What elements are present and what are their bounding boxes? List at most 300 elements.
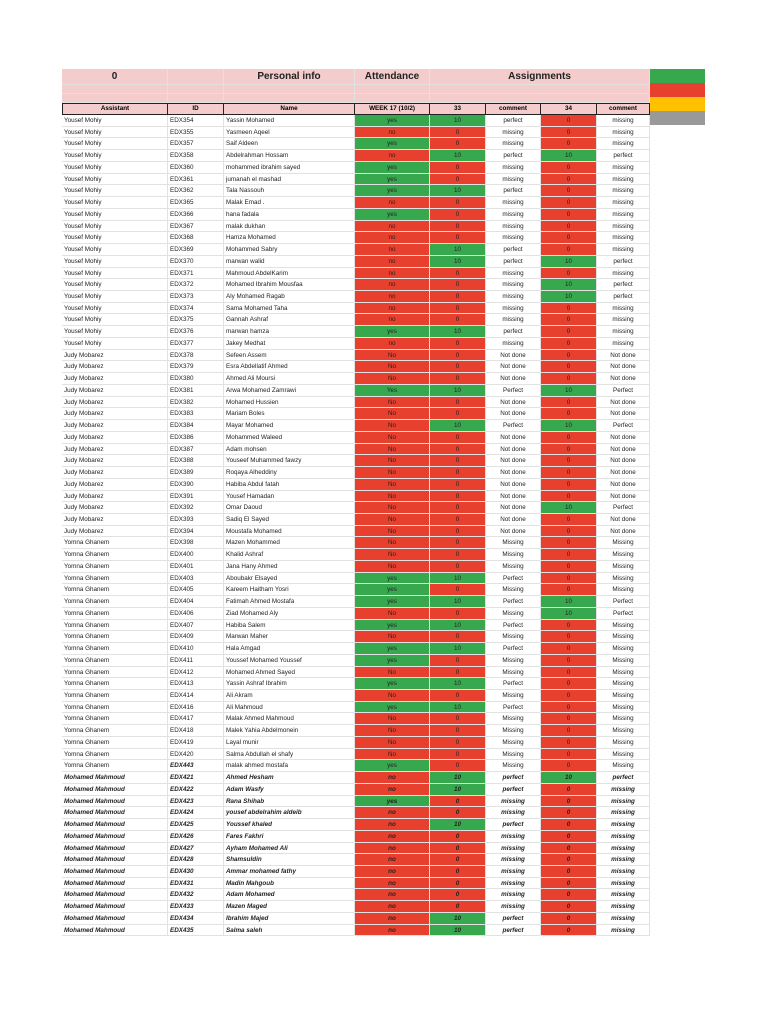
comment-34-cell[interactable]: Missing xyxy=(597,584,650,596)
comment-33-cell[interactable]: missing xyxy=(486,174,541,186)
attendance-cell[interactable]: No xyxy=(355,479,430,491)
attendance-cell[interactable]: no xyxy=(355,338,430,350)
comment-33-cell[interactable]: Not done xyxy=(486,397,541,409)
assignment-34-cell[interactable]: 10 xyxy=(541,256,597,268)
assistant-cell[interactable]: Yomna Ghanem xyxy=(62,760,168,772)
comment-34-cell[interactable]: missing xyxy=(597,185,650,197)
blank-cell[interactable] xyxy=(62,94,168,103)
name-cell[interactable]: Salma saleh xyxy=(224,925,355,937)
id-cell[interactable]: EDX369 xyxy=(168,244,224,256)
comment-34-cell[interactable]: Missing xyxy=(597,549,650,561)
comment-33-cell[interactable]: missing xyxy=(486,854,541,866)
blank-cell[interactable] xyxy=(430,85,650,94)
assignment-33-cell[interactable]: 0 xyxy=(430,479,486,491)
comment-33-cell[interactable]: missing xyxy=(486,279,541,291)
comment-33-cell[interactable]: Not done xyxy=(486,350,541,362)
name-cell[interactable]: Malek Yahia Abdelmonein xyxy=(224,725,355,737)
id-cell[interactable]: EDX424 xyxy=(168,807,224,819)
assignment-33-cell[interactable]: 0 xyxy=(430,174,486,186)
assignment-33-cell[interactable]: 0 xyxy=(430,397,486,409)
name-cell[interactable]: Hamza Mohamed xyxy=(224,232,355,244)
assignment-33-cell[interactable]: 10 xyxy=(430,819,486,831)
name-cell[interactable]: Gannah Ashraf xyxy=(224,314,355,326)
name-cell[interactable]: Khalid Ashraf xyxy=(224,549,355,561)
comment-33-cell[interactable]: perfect xyxy=(486,326,541,338)
id-cell[interactable]: EDX394 xyxy=(168,526,224,538)
comment-33-cell[interactable]: Missing xyxy=(486,537,541,549)
assistant-cell[interactable]: Mohamed Mahmoud xyxy=(62,784,168,796)
assignment-34-cell[interactable]: 0 xyxy=(541,725,597,737)
comment-34-cell[interactable]: Not done xyxy=(597,491,650,503)
comment-34-cell[interactable]: missing xyxy=(597,831,650,843)
name-cell[interactable]: Ahmed Hesham xyxy=(224,772,355,784)
assignment-33-cell[interactable]: 10 xyxy=(430,420,486,432)
assignment-34-cell[interactable]: 0 xyxy=(541,807,597,819)
attendance-cell[interactable]: No xyxy=(355,373,430,385)
col-comment-34[interactable]: comment xyxy=(597,103,650,115)
attendance-cell[interactable]: no xyxy=(355,831,430,843)
comment-34-cell[interactable]: Not done xyxy=(597,408,650,420)
name-cell[interactable]: Arwa Mohamed Zamrawi xyxy=(224,385,355,397)
id-cell[interactable]: EDX383 xyxy=(168,408,224,420)
comment-34-cell[interactable]: Missing xyxy=(597,702,650,714)
assistant-cell[interactable]: Yomna Ghanem xyxy=(62,690,168,702)
name-cell[interactable]: Ali Mahmoud xyxy=(224,702,355,714)
assignment-34-cell[interactable]: 0 xyxy=(541,690,597,702)
assignment-33-cell[interactable]: 10 xyxy=(430,772,486,784)
assignment-34-cell[interactable]: 0 xyxy=(541,138,597,150)
comment-33-cell[interactable]: missing xyxy=(486,807,541,819)
id-cell[interactable]: EDX368 xyxy=(168,232,224,244)
attendance-cell[interactable]: yes xyxy=(355,760,430,772)
assignment-34-cell[interactable]: 0 xyxy=(541,455,597,467)
id-cell[interactable]: EDX379 xyxy=(168,361,224,373)
attendance-cell[interactable]: no xyxy=(355,279,430,291)
assignment-34-cell[interactable]: 10 xyxy=(541,502,597,514)
assignment-34-cell[interactable]: 0 xyxy=(541,221,597,233)
blank-cell[interactable] xyxy=(224,85,355,94)
name-cell[interactable]: Habiba Salem xyxy=(224,620,355,632)
name-cell[interactable]: Yousef Hamadan xyxy=(224,491,355,503)
comment-33-cell[interactable]: missing xyxy=(486,268,541,280)
attendance-cell[interactable]: no xyxy=(355,925,430,937)
attendance-cell[interactable]: no xyxy=(355,866,430,878)
comment-34-cell[interactable]: Not done xyxy=(597,444,650,456)
comment-34-cell[interactable]: missing xyxy=(597,268,650,280)
assistant-cell[interactable]: Judy Mobarez xyxy=(62,408,168,420)
id-cell[interactable]: EDX435 xyxy=(168,925,224,937)
assignment-33-cell[interactable]: 0 xyxy=(430,291,486,303)
name-cell[interactable]: malak ahmed mostafa xyxy=(224,760,355,772)
comment-33-cell[interactable]: perfect xyxy=(486,115,541,127)
id-cell[interactable]: EDX391 xyxy=(168,491,224,503)
id-cell[interactable]: EDX354 xyxy=(168,115,224,127)
id-cell[interactable]: EDX398 xyxy=(168,537,224,549)
blank-cell[interactable] xyxy=(430,94,650,103)
assistant-cell[interactable]: Judy Mobarez xyxy=(62,432,168,444)
assistant-cell[interactable]: Judy Mobarez xyxy=(62,526,168,538)
assignment-34-cell[interactable]: 0 xyxy=(541,901,597,913)
comment-34-cell[interactable]: missing xyxy=(597,338,650,350)
assignment-34-cell[interactable]: 10 xyxy=(541,150,597,162)
assignment-34-cell[interactable]: 0 xyxy=(541,749,597,761)
assistant-cell[interactable]: Mohamed Mahmoud xyxy=(62,925,168,937)
comment-34-cell[interactable]: missing xyxy=(597,221,650,233)
attendance-cell[interactable]: yes xyxy=(355,185,430,197)
attendance-cell[interactable]: yes xyxy=(355,209,430,221)
comment-34-cell[interactable]: perfect xyxy=(597,772,650,784)
comment-33-cell[interactable]: Missing xyxy=(486,725,541,737)
assistant-cell[interactable]: Judy Mobarez xyxy=(62,350,168,362)
comment-33-cell[interactable]: Missing xyxy=(486,631,541,643)
assistant-cell[interactable]: Judy Mobarez xyxy=(62,397,168,409)
assignment-33-cell[interactable]: 10 xyxy=(430,115,486,127)
assignment-33-cell[interactable]: 10 xyxy=(430,702,486,714)
comment-34-cell[interactable]: Perfect xyxy=(597,385,650,397)
id-cell[interactable]: EDX386 xyxy=(168,432,224,444)
comment-33-cell[interactable]: Not done xyxy=(486,479,541,491)
comment-33-cell[interactable]: missing xyxy=(486,314,541,326)
assignment-34-cell[interactable]: 0 xyxy=(541,162,597,174)
assignment-34-cell[interactable]: 0 xyxy=(541,760,597,772)
assistant-cell[interactable]: Yomna Ghanem xyxy=(62,678,168,690)
assignment-34-cell[interactable]: 0 xyxy=(541,268,597,280)
assistant-cell[interactable]: Yousef Mohiy xyxy=(62,303,168,315)
assignment-33-cell[interactable]: 0 xyxy=(430,514,486,526)
assignment-33-cell[interactable]: 0 xyxy=(430,432,486,444)
assistant-cell[interactable]: Yomna Ghanem xyxy=(62,631,168,643)
attendance-cell[interactable]: No xyxy=(355,397,430,409)
legend-green-swatch[interactable] xyxy=(650,69,705,83)
name-cell[interactable]: Yasmeen Aqeel xyxy=(224,127,355,139)
attendance-cell[interactable]: no xyxy=(355,878,430,890)
name-cell[interactable]: Mohammed Sabry xyxy=(224,244,355,256)
assistant-cell[interactable]: Yousef Mohiy xyxy=(62,115,168,127)
attendance-cell[interactable]: no xyxy=(355,256,430,268)
assignment-33-cell[interactable]: 10 xyxy=(430,185,486,197)
attendance-cell[interactable]: yes xyxy=(355,162,430,174)
col-id[interactable]: ID xyxy=(168,103,224,115)
assistant-cell[interactable]: Yomna Ghanem xyxy=(62,549,168,561)
assistant-cell[interactable]: Yomna Ghanem xyxy=(62,643,168,655)
attendance-cell[interactable]: No xyxy=(355,549,430,561)
comment-34-cell[interactable]: missing xyxy=(597,796,650,808)
comment-34-cell[interactable]: missing xyxy=(597,326,650,338)
assistant-cell[interactable]: Mohamed Mahmoud xyxy=(62,854,168,866)
comment-33-cell[interactable]: Missing xyxy=(486,655,541,667)
comment-34-cell[interactable]: missing xyxy=(597,138,650,150)
name-cell[interactable]: Yassin Mohamed xyxy=(224,115,355,127)
comment-34-cell[interactable]: Missing xyxy=(597,690,650,702)
id-cell[interactable]: EDX413 xyxy=(168,678,224,690)
id-cell[interactable]: EDX355 xyxy=(168,127,224,139)
attendance-cell[interactable]: yes xyxy=(355,596,430,608)
assistant-cell[interactable]: Yomna Ghanem xyxy=(62,702,168,714)
assignment-33-cell[interactable]: 10 xyxy=(430,678,486,690)
comment-33-cell[interactable]: Perfect xyxy=(486,420,541,432)
attendance-cell[interactable]: no xyxy=(355,314,430,326)
assignment-34-cell[interactable]: 10 xyxy=(541,596,597,608)
attendance-cell[interactable]: No xyxy=(355,420,430,432)
comment-33-cell[interactable]: Not done xyxy=(486,373,541,385)
id-cell[interactable]: EDX362 xyxy=(168,185,224,197)
id-cell[interactable]: EDX361 xyxy=(168,174,224,186)
attendance-cell[interactable]: No xyxy=(355,631,430,643)
attendance-cell[interactable]: No xyxy=(355,432,430,444)
id-cell[interactable]: EDX373 xyxy=(168,291,224,303)
name-cell[interactable]: Sadiq El Sayed xyxy=(224,514,355,526)
name-cell[interactable]: Mazen Mohammed xyxy=(224,537,355,549)
id-cell[interactable]: EDX410 xyxy=(168,643,224,655)
comment-34-cell[interactable]: missing xyxy=(597,784,650,796)
assignment-34-cell[interactable]: 10 xyxy=(541,420,597,432)
comment-33-cell[interactable]: Perfect xyxy=(486,385,541,397)
assignment-34-cell[interactable]: 0 xyxy=(541,174,597,186)
assignment-34-cell[interactable]: 0 xyxy=(541,573,597,585)
comment-34-cell[interactable]: Missing xyxy=(597,655,650,667)
name-cell[interactable]: Youssef Mohamed Youssef xyxy=(224,655,355,667)
assistant-cell[interactable]: Yousef Mohiy xyxy=(62,256,168,268)
assistant-cell[interactable]: Yomna Ghanem xyxy=(62,596,168,608)
attendance-cell[interactable]: no xyxy=(355,221,430,233)
comment-33-cell[interactable]: missing xyxy=(486,209,541,221)
name-cell[interactable]: Moustafa Mohamed xyxy=(224,526,355,538)
attendance-cell[interactable]: yes xyxy=(355,584,430,596)
comment-34-cell[interactable]: Not done xyxy=(597,479,650,491)
assistant-cell[interactable]: Yousef Mohiy xyxy=(62,150,168,162)
assistant-cell[interactable]: Yomna Ghanem xyxy=(62,608,168,620)
comment-34-cell[interactable]: Not done xyxy=(597,373,650,385)
id-cell[interactable]: EDX428 xyxy=(168,854,224,866)
assignment-33-cell[interactable]: 0 xyxy=(430,502,486,514)
assistant-cell[interactable]: Yomna Ghanem xyxy=(62,655,168,667)
comment-34-cell[interactable]: Missing xyxy=(597,573,650,585)
attendance-cell[interactable]: yes xyxy=(355,620,430,632)
assignment-34-cell[interactable]: 0 xyxy=(541,561,597,573)
attendance-cell[interactable]: no xyxy=(355,843,430,855)
id-cell[interactable]: EDX380 xyxy=(168,373,224,385)
assistant-cell[interactable]: Yousef Mohiy xyxy=(62,138,168,150)
assignment-33-cell[interactable]: 0 xyxy=(430,878,486,890)
col-comment-33[interactable]: comment xyxy=(486,103,541,115)
id-cell[interactable]: EDX371 xyxy=(168,268,224,280)
assistant-cell[interactable]: Judy Mobarez xyxy=(62,420,168,432)
legend-yellow-swatch[interactable] xyxy=(650,97,705,111)
name-cell[interactable]: marwan hamza xyxy=(224,326,355,338)
assignment-33-cell[interactable]: 0 xyxy=(430,162,486,174)
assistant-cell[interactable]: Yousef Mohiy xyxy=(62,162,168,174)
assignment-34-cell[interactable]: 0 xyxy=(541,444,597,456)
assignment-33-cell[interactable]: 0 xyxy=(430,807,486,819)
id-cell[interactable]: EDX419 xyxy=(168,737,224,749)
assistant-cell[interactable]: Judy Mobarez xyxy=(62,467,168,479)
assignment-33-cell[interactable]: 10 xyxy=(430,784,486,796)
assignment-34-cell[interactable]: 0 xyxy=(541,350,597,362)
comment-34-cell[interactable]: Missing xyxy=(597,678,650,690)
comment-33-cell[interactable]: Missing xyxy=(486,584,541,596)
name-cell[interactable]: Malak Emad . xyxy=(224,197,355,209)
comment-33-cell[interactable]: Not done xyxy=(486,408,541,420)
comment-34-cell[interactable]: missing xyxy=(597,889,650,901)
comment-34-cell[interactable]: missing xyxy=(597,901,650,913)
attendance-cell[interactable]: No xyxy=(355,608,430,620)
id-cell[interactable]: EDX423 xyxy=(168,796,224,808)
blank-cell[interactable] xyxy=(355,94,430,103)
id-cell[interactable]: EDX401 xyxy=(168,561,224,573)
name-cell[interactable]: Mohamed Hussien xyxy=(224,397,355,409)
name-cell[interactable]: Mahmoud AbdelKarim xyxy=(224,268,355,280)
comment-34-cell[interactable]: missing xyxy=(597,925,650,937)
assignment-34-cell[interactable]: 0 xyxy=(541,819,597,831)
id-cell[interactable]: EDX416 xyxy=(168,702,224,714)
assistant-cell[interactable]: Judy Mobarez xyxy=(62,502,168,514)
assignment-33-cell[interactable]: 10 xyxy=(430,256,486,268)
attendance-cell[interactable]: yes xyxy=(355,326,430,338)
assistant-cell[interactable]: Yomna Ghanem xyxy=(62,713,168,725)
assignment-33-cell[interactable]: 0 xyxy=(430,408,486,420)
assignment-34-cell[interactable]: 0 xyxy=(541,913,597,925)
attendance-cell[interactable]: No xyxy=(355,526,430,538)
assignment-33-cell[interactable]: 10 xyxy=(430,596,486,608)
assignment-33-cell[interactable]: 0 xyxy=(430,361,486,373)
attendance-cell[interactable]: no xyxy=(355,150,430,162)
comment-33-cell[interactable]: missing xyxy=(486,843,541,855)
comment-33-cell[interactable]: perfect xyxy=(486,244,541,256)
assistant-cell[interactable]: Mohamed Mahmoud xyxy=(62,843,168,855)
comment-33-cell[interactable]: Perfect xyxy=(486,620,541,632)
name-cell[interactable]: Malak Ahmed Mahmoud xyxy=(224,713,355,725)
attendance-cell[interactable]: No xyxy=(355,667,430,679)
assignment-34-cell[interactable]: 10 xyxy=(541,772,597,784)
assignment-34-cell[interactable]: 0 xyxy=(541,314,597,326)
id-cell[interactable]: EDX427 xyxy=(168,843,224,855)
comment-34-cell[interactable]: missing xyxy=(597,232,650,244)
id-cell[interactable]: EDX404 xyxy=(168,596,224,608)
comment-33-cell[interactable]: missing xyxy=(486,796,541,808)
attendance-cell[interactable]: Yes xyxy=(355,385,430,397)
assignment-33-cell[interactable]: 0 xyxy=(430,303,486,315)
comment-34-cell[interactable]: missing xyxy=(597,197,650,209)
name-cell[interactable]: Mariam Boles xyxy=(224,408,355,420)
id-cell[interactable]: EDX388 xyxy=(168,455,224,467)
comment-33-cell[interactable]: Missing xyxy=(486,760,541,772)
id-cell[interactable]: EDX434 xyxy=(168,913,224,925)
assignment-33-cell[interactable]: 0 xyxy=(430,467,486,479)
assignment-33-cell[interactable]: 0 xyxy=(430,889,486,901)
attendance-cell[interactable]: No xyxy=(355,502,430,514)
assignment-34-cell[interactable]: 0 xyxy=(541,702,597,714)
assignment-34-cell[interactable]: 0 xyxy=(541,127,597,139)
comment-34-cell[interactable]: Not done xyxy=(597,526,650,538)
col-assignment-33[interactable]: 33 xyxy=(430,103,486,115)
name-cell[interactable]: Jana Hany Ahmed xyxy=(224,561,355,573)
assignment-33-cell[interactable]: 10 xyxy=(430,643,486,655)
assistant-cell[interactable]: Yousef Mohiy xyxy=(62,279,168,291)
id-cell[interactable]: EDX377 xyxy=(168,338,224,350)
comment-33-cell[interactable]: perfect xyxy=(486,256,541,268)
attendance-cell[interactable]: yes xyxy=(355,573,430,585)
attendance-cell[interactable]: No xyxy=(355,690,430,702)
comment-34-cell[interactable]: Missing xyxy=(597,643,650,655)
name-cell[interactable]: Hala Amgad xyxy=(224,643,355,655)
comment-33-cell[interactable]: missing xyxy=(486,138,541,150)
id-cell[interactable]: EDX365 xyxy=(168,197,224,209)
assignment-34-cell[interactable]: 10 xyxy=(541,279,597,291)
name-cell[interactable]: Ziad Mohamed Aly xyxy=(224,608,355,620)
assistant-cell[interactable]: Yomna Ghanem xyxy=(62,584,168,596)
assignment-33-cell[interactable]: 0 xyxy=(430,608,486,620)
name-cell[interactable]: Omar Daoud xyxy=(224,502,355,514)
comment-33-cell[interactable]: missing xyxy=(486,127,541,139)
id-cell[interactable]: EDX366 xyxy=(168,209,224,221)
name-cell[interactable]: mohammed ibrahim sayed xyxy=(224,162,355,174)
name-cell[interactable]: Jakey Medhat xyxy=(224,338,355,350)
name-cell[interactable]: Esra Abdellatif Ahmed xyxy=(224,361,355,373)
id-cell[interactable]: EDX425 xyxy=(168,819,224,831)
id-cell[interactable]: EDX430 xyxy=(168,866,224,878)
comment-34-cell[interactable]: missing xyxy=(597,127,650,139)
name-cell[interactable]: Fares Fakhri xyxy=(224,831,355,843)
assistant-cell[interactable]: Mohamed Mahmoud xyxy=(62,772,168,784)
name-cell[interactable]: Ibrahim Majed xyxy=(224,913,355,925)
assignment-33-cell[interactable]: 0 xyxy=(430,268,486,280)
comment-34-cell[interactable]: Not done xyxy=(597,514,650,526)
assistant-cell[interactable]: Yousef Mohiy xyxy=(62,185,168,197)
attendance-cell[interactable]: No xyxy=(355,725,430,737)
assignment-34-cell[interactable]: 0 xyxy=(541,678,597,690)
attendance-cell[interactable]: no xyxy=(355,303,430,315)
comment-33-cell[interactable]: missing xyxy=(486,162,541,174)
comment-33-cell[interactable]: missing xyxy=(486,232,541,244)
assistant-cell[interactable]: Yousef Mohiy xyxy=(62,197,168,209)
blank-cell[interactable] xyxy=(224,94,355,103)
name-cell[interactable]: hana fadala xyxy=(224,209,355,221)
assignment-33-cell[interactable]: 0 xyxy=(430,197,486,209)
legend-gray-swatch[interactable] xyxy=(650,111,705,125)
attendance-cell[interactable]: No xyxy=(355,444,430,456)
comment-34-cell[interactable]: Missing xyxy=(597,725,650,737)
assistant-cell[interactable]: Mohamed Mahmoud xyxy=(62,796,168,808)
comment-33-cell[interactable]: perfect xyxy=(486,150,541,162)
comment-33-cell[interactable]: missing xyxy=(486,866,541,878)
name-cell[interactable]: Adam Wasfy xyxy=(224,784,355,796)
comment-33-cell[interactable]: missing xyxy=(486,878,541,890)
id-cell[interactable]: EDX414 xyxy=(168,690,224,702)
comment-34-cell[interactable]: missing xyxy=(597,913,650,925)
attendance-cell[interactable]: yes xyxy=(355,643,430,655)
assignment-34-cell[interactable]: 0 xyxy=(541,373,597,385)
comment-34-cell[interactable]: Not done xyxy=(597,361,650,373)
comment-34-cell[interactable]: Missing xyxy=(597,713,650,725)
comment-33-cell[interactable]: Missing xyxy=(486,737,541,749)
personal-info-header[interactable]: Personal info xyxy=(224,69,355,85)
assistant-cell[interactable]: Yousef Mohiy xyxy=(62,338,168,350)
blank-cell[interactable] xyxy=(168,85,224,94)
comment-33-cell[interactable]: Missing xyxy=(486,549,541,561)
comment-33-cell[interactable]: missing xyxy=(486,197,541,209)
comment-33-cell[interactable]: Missing xyxy=(486,749,541,761)
id-cell[interactable]: EDX376 xyxy=(168,326,224,338)
name-cell[interactable]: Youssef khaled xyxy=(224,819,355,831)
name-cell[interactable]: Fatimah Ahmed Mostafa xyxy=(224,596,355,608)
assignment-33-cell[interactable]: 0 xyxy=(430,232,486,244)
assignment-33-cell[interactable]: 0 xyxy=(430,549,486,561)
comment-34-cell[interactable]: missing xyxy=(597,843,650,855)
comment-34-cell[interactable]: missing xyxy=(597,314,650,326)
id-cell[interactable]: EDX420 xyxy=(168,749,224,761)
name-cell[interactable]: Aly Mohamed Ragab xyxy=(224,291,355,303)
assignment-33-cell[interactable]: 0 xyxy=(430,667,486,679)
